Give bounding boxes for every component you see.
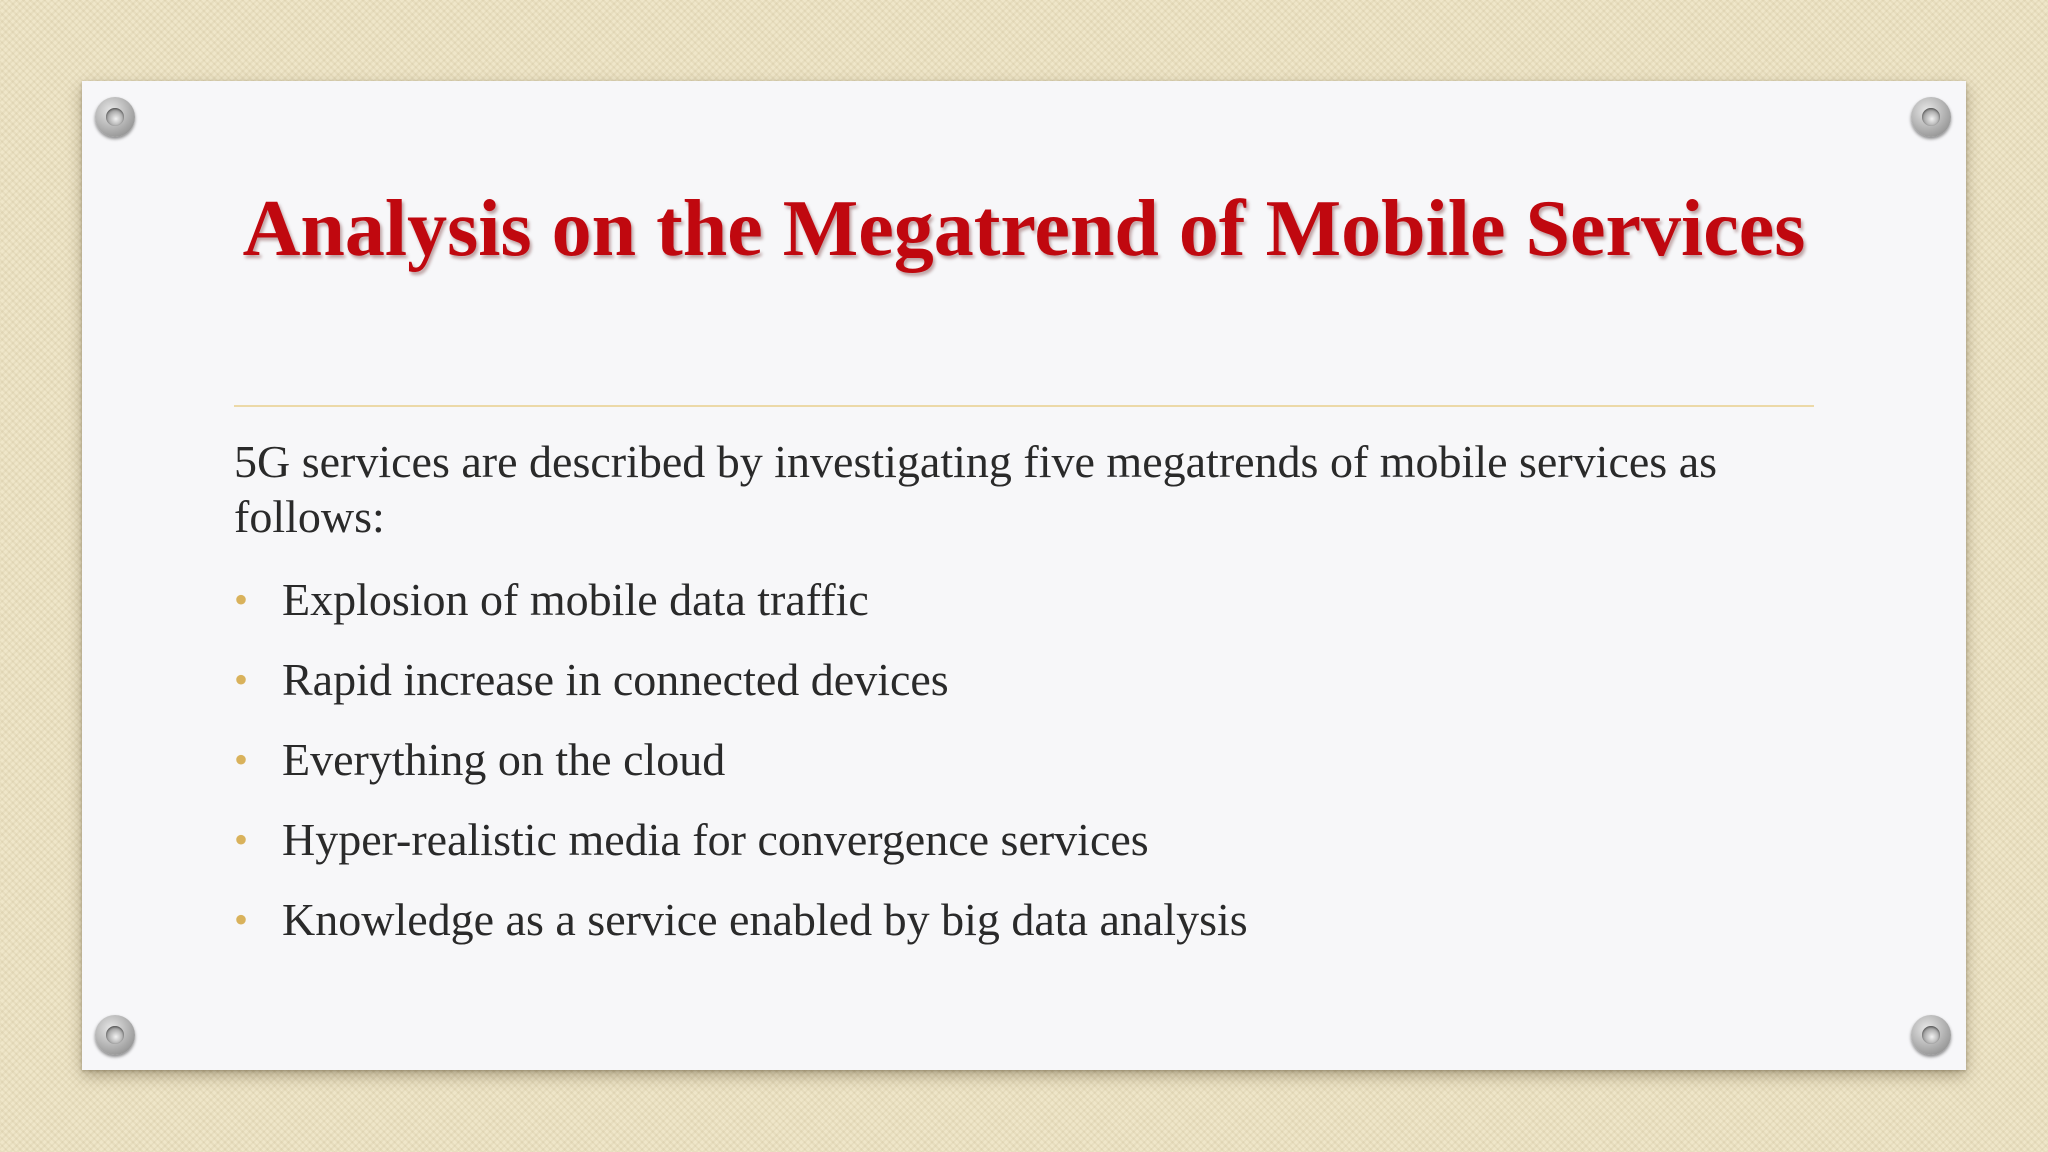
list-item (234, 568, 1814, 648)
title-divider (234, 405, 1814, 407)
megatrend-list (234, 568, 1814, 968)
bullet-icon: • (234, 897, 249, 942)
screw-bottom-left-icon (95, 1015, 135, 1055)
screw-top-right-icon (1911, 97, 1951, 137)
bullet-icon: • (234, 657, 249, 702)
screw-top-left-icon (95, 97, 135, 137)
list-item-text: Hyper-realistic media for convergence services (282, 814, 1149, 865)
list-item (234, 808, 1814, 888)
list-item (234, 728, 1814, 808)
bullet-icon: • (234, 737, 249, 782)
list-item (234, 648, 1814, 728)
slide-title: Analysis on the Megatrend of Mobile Services (242, 185, 1806, 273)
screw-bottom-right-icon (1911, 1015, 1951, 1055)
list-item-text: Explosion of mobile data traffic (282, 574, 869, 625)
list-item-text: Everything on the cloud (282, 734, 726, 785)
list-item-text: Rapid increase in connected devices (282, 654, 949, 705)
list-item-text: Knowledge as a service enabled by big data analysis (282, 894, 1248, 945)
list-item (234, 888, 1814, 968)
bullet-icon: • (234, 577, 249, 622)
intro-paragraph: 5G services are described by investigating five megatrends of mobile services as follows: (234, 436, 1718, 542)
bullet-icon: • (234, 817, 249, 862)
